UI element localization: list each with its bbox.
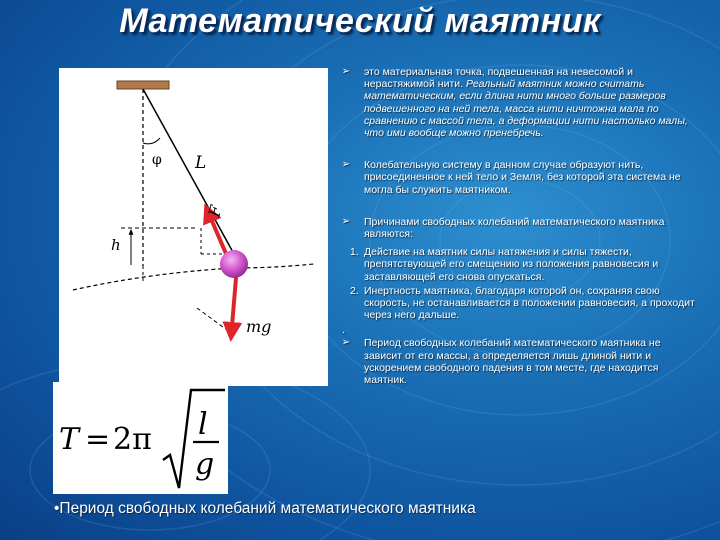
period-text: Период свободных колебаний математического маятника не зависит от его массы, а определяется лишь длиной нити и ускорением свободного падения в том месте, где находится маятник. bbox=[364, 337, 661, 387]
bullet-period bbox=[340, 337, 700, 386]
pendulum-diagram bbox=[59, 68, 328, 386]
arrowhead-bullet-icon: ➢ bbox=[341, 66, 351, 77]
system-text: Колебательную систему в данном случае образуют нить, присоединенное к ней тело и Земля, без которой эта система не могла бы служить маятником. bbox=[364, 159, 681, 196]
arrowhead-bullet-icon: ➢ bbox=[341, 337, 351, 349]
radical-sign bbox=[163, 390, 225, 488]
definition-italic-text: Реальный маятник можно считать математическим, если длина нити много больше размеров подвешенного на ней тела, масса нити ничтожна мала по сравнению с массой тела, а деформации нити настолько малы, что ими вообще можно пренебречь. bbox=[364, 78, 688, 140]
definition-text: это материальная точка, подвешенная на невесомой и нерастяжимой нити. bbox=[364, 66, 634, 91]
cause-number-2: 2. bbox=[350, 284, 359, 297]
angle-arc bbox=[143, 138, 160, 144]
causes-text: Причинами свободных колебаний математического маятника являются: bbox=[364, 215, 665, 241]
pendulum-bob bbox=[220, 250, 248, 278]
footer-caption: •Период свободных колебаний математического маятника bbox=[54, 500, 476, 517]
formula-denominator: g bbox=[195, 447, 215, 482]
cause-number-1: 1. bbox=[350, 246, 359, 259]
string-extension bbox=[197, 308, 227, 330]
content-list bbox=[340, 66, 700, 386]
cause-item-2 bbox=[342, 285, 700, 322]
formula-graphic bbox=[53, 382, 228, 494]
bullet-definition bbox=[340, 66, 700, 139]
cause-text-1: Действие на маятник силы натяжения и силы тяжести, препятствующей его смещению из положения равновесия и заставляющей его снова опускаться. bbox=[364, 246, 659, 283]
arrowhead-bullet-icon: ➢ bbox=[341, 159, 351, 171]
trajectory-arc bbox=[73, 264, 314, 290]
gravity-label: mg bbox=[246, 317, 272, 336]
bullet-system bbox=[340, 159, 700, 196]
formula-equals: = bbox=[85, 422, 111, 457]
formula-coefficient: 2π bbox=[113, 422, 152, 457]
slide-title: Математический маятник bbox=[119, 2, 601, 40]
separator-dot: . bbox=[342, 324, 345, 337]
cause-text-2: Инертность маятника, благодаря которой он, сохраняя свою скорость, не останавливается в положении равновесия, а проходит через него дальше. bbox=[364, 284, 695, 322]
cause-item-1 bbox=[342, 246, 700, 283]
angle-label: φ bbox=[152, 152, 162, 168]
length-label: L bbox=[195, 153, 207, 173]
bullet-causes bbox=[340, 216, 700, 240]
pendulum-figure bbox=[59, 68, 328, 386]
force-label: F bbox=[204, 203, 226, 220]
arrowhead-bullet-icon: ➢ bbox=[341, 215, 351, 227]
height-label: h bbox=[111, 236, 121, 254]
formula-period-symbol: T bbox=[59, 422, 80, 457]
period-formula bbox=[53, 382, 228, 494]
formula-numerator: l bbox=[198, 407, 208, 442]
ceiling-mount bbox=[117, 81, 169, 89]
pendulum-string bbox=[143, 89, 234, 254]
